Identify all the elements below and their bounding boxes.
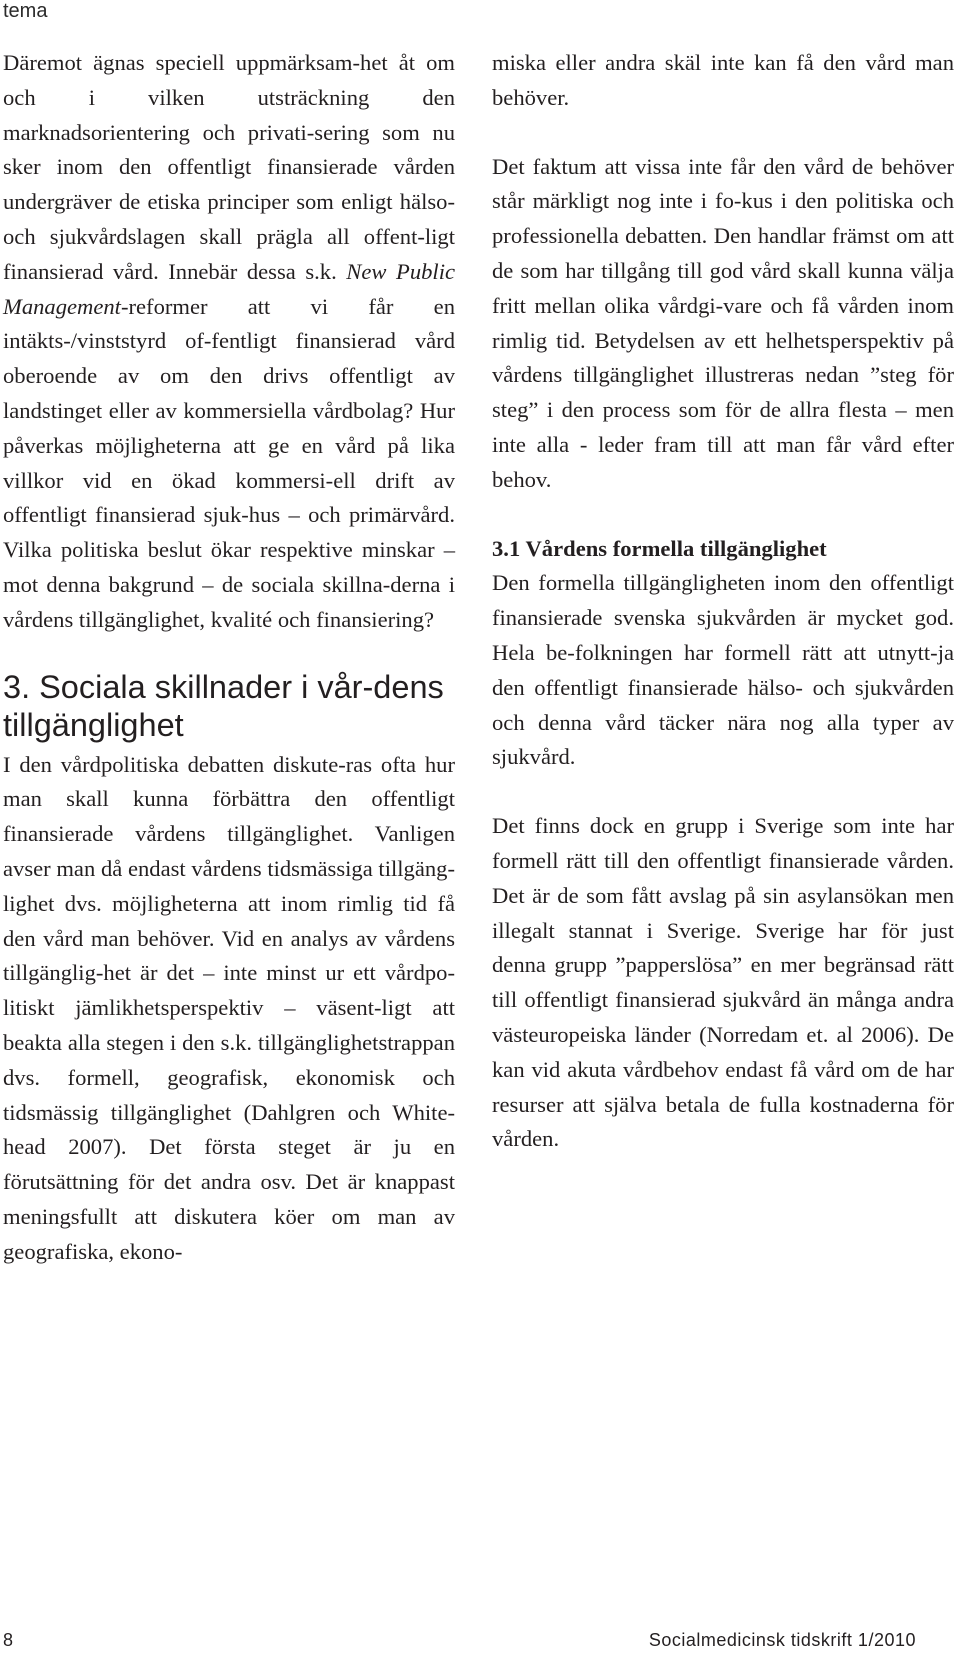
- italic-term: New Public Management: [3, 258, 456, 319]
- journal-name: Socialmedicinsk tidskrift 1/2010: [648, 1630, 916, 1650]
- subsection-heading: 3.1 Vårdens formella tillgänglighet: [492, 535, 827, 561]
- section-label: tema: [3, 0, 48, 22]
- formal-access-paragraph: Den formella tillgängligheten inom den offentligt finansierade svenska sjukvården är mycket god. Hela be-folkningen har formell rätt att utnytt-ja den offentligt finansierade hälso- och sjukvården och denna vård täcker nära nog alla typer av sjukvård.: [492, 570, 954, 770]
- continuation-paragraph: miska eller andra skäl inte kan få den vård man behöver.: [492, 50, 954, 110]
- section-heading: 3. Sociala skillnader i vår-dens tillgänglighet: [3, 668, 444, 743]
- intro-paragraph: [3, 46, 455, 638]
- right-column: [492, 46, 954, 1157]
- intro-text-start: Däremot ägnas speciell uppmärksam-het åt om och i vilken utsträckning den marknadsorientering och privati-sering som nu sker inom den offentligt finansierade vården undergräver de etiska principer som enligt hälso- och sjukvårdslagen skall prägla all offent-ligt finansierad vård. Innebär dessa s.k.: [3, 50, 455, 284]
- undocumented-paragraph: Det finns dock en grupp i Sverige som inte har formell rätt till den offentligt finansierade vården. Det är de som fått avslag på sin asylansökan men illegalt stannat i Sverige. Sverige har för just denna grupp ”papperslösa” en mer begränsad rätt till offentligt finansierad sjukvård än många andra västeuropeiska länder (Norredam et. al 2006). De kan vid akuta vårdbehov endast få vård om de har resurser att själva betala de fulla kostnaderna för vården.: [492, 813, 954, 1152]
- section-paragraph: I den vårdpolitiska debatten diskute-ras ofta hur man skall kunna förbättra den offentligt finansierade vårdens tillgänglighet. Vanligen avser man då endast vårdens tidsmässiga tillgäng-lighet dvs. möjligheterna att inom rimlig tid få den vård man behöver. Vid en analys av vårdens tillgänglig-het är det – inte minst ur ett vårdpo-litiskt jämlikhetsperspektiv – väsent-ligt att beakta alla stegen i den s.k. tillgänglighetstrappan dvs. formell, geografisk, ekonomisk och tidsmässig tillgänglighet (Dahlgren och White-head 2007). Det första steget är ju en förutsättning för det andra osv. Det är knappast meningsfullt att diskutera köer om man av geografiska, ekono-: [3, 751, 455, 1264]
- intro-text-end: -reformer att vi får en intäkts-/vinststyrd of-fentligt finansierad vård oberoende av om den drivs offentligt av landstinget eller av kommersiella vårdbolag? Hur påverkas möjligheterna att ge en vård på lika villkor vid en ökad kommersi-ell drift av offentligt finansierad sjuk-hus – och primärvård. Vilka politiska beslut ökar respektive minskar – mot denna bakgrund – de sociala skillna-derna i vårdens tillgänglighet, kvalité och finansiering?: [3, 293, 455, 632]
- left-column: [3, 46, 455, 1270]
- debate-paragraph: Det faktum att vissa inte får den vård de behöver står märkligt nog inte i fo-kus i den politiska och professionella debatten. Den handlar främst om att de som har tillgång till god vård skall kunna välja fritt mellan olika vårdgi-vare och få vården inom rimlig tid. Betydelsen av ett helhetsperspektiv på vårdens tillgänglighet illustreras nedan ”steg för steg” i den process som för de allra flesta – men inte alla - leder fram till att man får vård efter behov.: [492, 153, 954, 492]
- page-number: 8: [3, 1630, 14, 1650]
